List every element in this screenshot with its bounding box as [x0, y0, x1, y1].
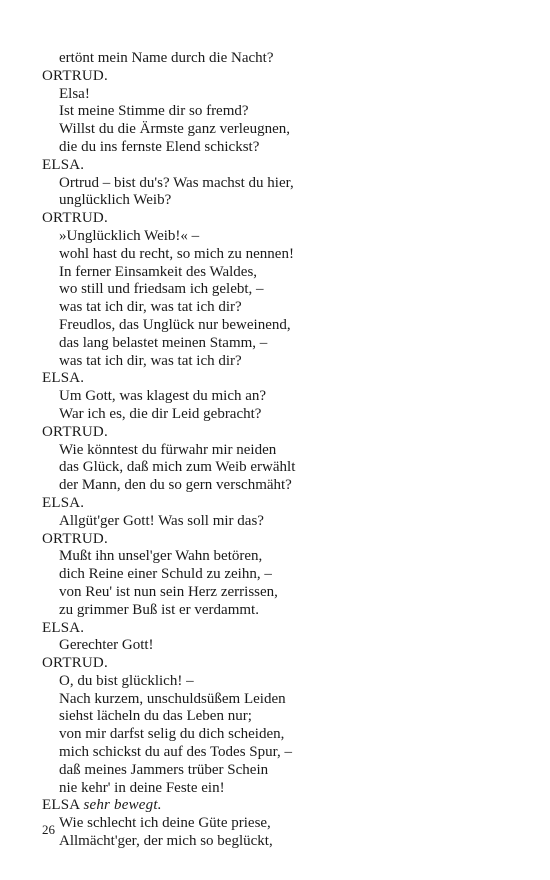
verse-line: wohl hast du recht, so mich zu nennen! — [59, 245, 294, 262]
speaker-name: ELSA. — [42, 494, 85, 511]
speaker-name: ELSA. — [42, 619, 85, 636]
verse-line: was tat ich dir, was tat ich dir? — [59, 352, 242, 369]
verse-line: Wie könntest du fürwahr mir neiden — [59, 441, 277, 458]
verse-line: Ist meine Stimme dir so fremd? — [59, 103, 249, 120]
verse-line: Allgüt'ger Gott! Was soll mir das? — [59, 512, 264, 529]
verse-line: dich Reine einer Schuld zu zeihn, – — [59, 566, 272, 583]
verse-line: das lang belastet meinen Stamm, – — [59, 334, 268, 351]
libretto-text — [42, 50, 512, 851]
speaker-line-with-direction — [42, 797, 512, 815]
verse-line: Nach kurzem, unschuldsüßem Leiden — [59, 690, 286, 707]
verse-line: von mir darfst selig du dich scheiden, — [59, 726, 285, 743]
verse-line: nie kehr' in deine Feste ein! — [59, 779, 225, 796]
verse-line: Mußt ihn unsel'ger Wahn betören, — [59, 548, 263, 565]
verse-line: Wie schlecht ich deine Güte priese, — [59, 815, 271, 832]
verse-line: In ferner Einsamkeit des Waldes, — [59, 263, 258, 280]
verse-line: siehst lächeln du das Leben nur; — [59, 708, 252, 725]
verse-line: ertönt mein Name durch die Nacht? — [59, 50, 274, 66]
speaker-name: ELSA — [42, 797, 80, 814]
verse-line: Willst du die Ärmste ganz verleugnen, — [59, 121, 290, 138]
verse-line: Freudlos, das Unglück nur beweinend, — [59, 316, 291, 333]
verse-line: O, du bist glücklich! – — [59, 672, 194, 689]
verse-line: zu grimmer Buß ist er verdammt. — [59, 601, 259, 618]
verse-line: was tat ich dir, was tat ich dir? — [59, 299, 242, 316]
verse-line: von Reu' ist nun sein Herz zerrissen, — [59, 583, 278, 600]
verse-line: Ortrud – bist du's? Was machst du hier, — [59, 174, 294, 191]
verse-line: wo still und friedsam ich gelebt, – — [59, 281, 264, 298]
verse-line: »Unglücklich Weib!« – — [59, 227, 200, 244]
verse-line: der Mann, den du so gern verschmäht? — [59, 477, 292, 494]
speaker-name: ORTRUD. — [42, 655, 108, 672]
verse-line: War ich es, die dir Leid gebracht? — [59, 405, 262, 422]
speaker-name: ELSA. — [42, 370, 85, 387]
speaker-name: ORTRUD. — [42, 530, 108, 547]
verse-line: Allmächt'ger, der mich so beglückt, — [59, 833, 273, 850]
speaker-name: ORTRUD. — [42, 210, 108, 227]
verse-line: das Glück, daß mich zum Weib erwählt — [59, 459, 296, 476]
verse-line: Gerechter Gott! — [59, 637, 154, 654]
verse-line: mich schickst du auf des Todes Spur, – — [59, 744, 293, 761]
verse-line: die du ins fernste Elend schickst? — [59, 138, 260, 155]
speaker-name: ORTRUD. — [42, 423, 108, 440]
speaker-name: ORTRUD. — [42, 67, 108, 84]
page-number: 26 — [42, 822, 55, 837]
verse-line: Um Gott, was klagest du mich an? — [59, 388, 267, 405]
verse-line: unglücklich Weib? — [59, 192, 172, 209]
verse-line: daß meines Jammers trüber Schein — [59, 761, 269, 778]
stage-direction: sehr bewegt. — [83, 797, 162, 814]
speaker-name: ELSA. — [42, 156, 85, 173]
verse-line: Elsa! — [59, 85, 90, 102]
